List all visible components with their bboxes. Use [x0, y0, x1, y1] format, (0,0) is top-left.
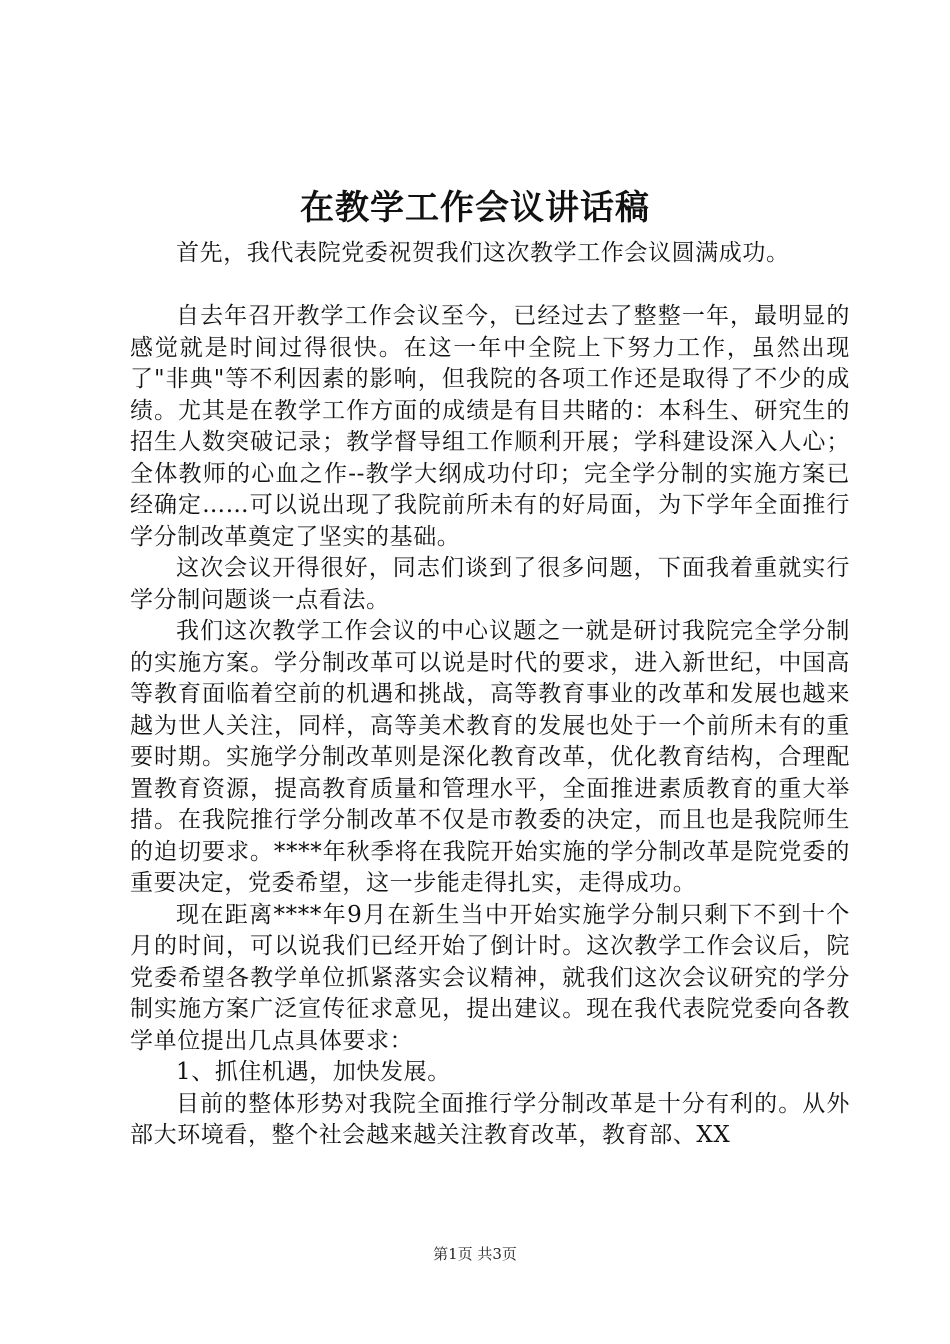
paragraph-point-heading: 1、抓住机遇，加快发展。 — [176, 1059, 451, 1085]
document-title: 在教学工作会议讲话稿 — [300, 188, 650, 228]
paragraph-credit-system: 我们这次教学工作会议的中心议题之一就是研讨我院完全学分制的实施方案。学分制改革可以说是时代的要求，进入新世纪，中国高等教育面临着空前的机遇和挑战，高等教育事业的改革和发展也越来越为世人关注，同样，高等美术教育的发展也处于一个前所未有的重要时期。实施学分制改革则是深化教育改革，优化教育结构，合理配置教育资源，提高教育质量和管理水平，全面推进素质教育的重大举措。在我院推行学分制改革不仅是市教委的决定，而且也是我院师生的迫切要求。****年秋季将在我院开始实施的学分制改革是院党委的重要决定，党委希望，这一步能走得扎实，走得成功。 — [130, 618, 850, 896]
page-footer: 第1页 共3页 — [433, 1245, 517, 1263]
paragraph-meeting: 这次会议开得很好，同志们谈到了很多问题，下面我着重就实行学分制问题谈一点看法。 — [130, 555, 850, 613]
paragraph-situation: 目前的整体形势对我院全面推行学分制改革是十分有利的。从外部大环境看，整个社会越来越关注教育改革，教育部、XX — [130, 1090, 850, 1148]
document-body — [130, 238, 850, 1152]
paragraph-review: 自去年召开教学工作会议至今，已经过去了整整一年，最明显的感觉就是时间过得很快。在这一年中全院上下努力工作，虽然出现了"非典"等不利因素的影响，但我院的各项工作还是取得了不少的成绩。尤其是在教学工作方面的成绩是有目共睹的：本科生、研究生的招生人数突破记录；教学督导组工作顺利开展；学科建设深入人心；全体教师的心血之作--教学大纲成功付印；完全学分制的实施方案已经确定……可以说出现了我院前所未有的好局面，为下学年全面推行学分制改革奠定了坚实的基础。 — [130, 303, 850, 550]
paragraph-greeting: 首先，我代表院党委祝贺我们这次教学工作会议圆满成功。 — [176, 240, 790, 266]
paragraph-countdown: 现在距离****年9月在新生当中开始实施学分制只剩下不到十个月的时间，可以说我们已经开始了倒计时。这次教学工作会议后，院党委希望各教学单位抓紧落实会议精神，就我们这次会议研究的学分制实施方案广泛宣传征求意见，提出建议。现在我代表院党委向各教学单位提出几点具体要求： — [130, 901, 850, 1054]
